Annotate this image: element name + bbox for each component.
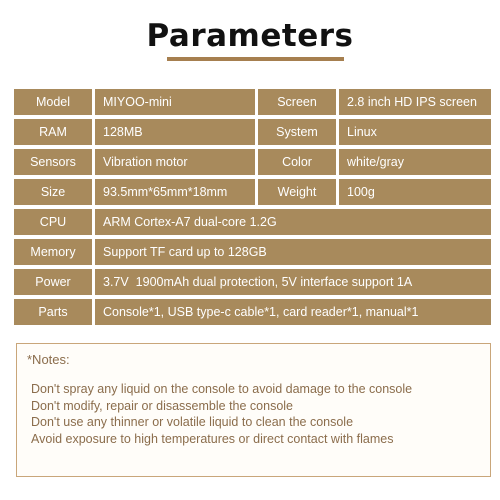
label-sensors: Sensors bbox=[14, 149, 92, 175]
label-color: Color bbox=[258, 149, 336, 175]
value-memory: Support TF card up to 128GB bbox=[95, 239, 491, 265]
note-item: Don't spray any liquid on the console to avoid damage to the console bbox=[31, 382, 413, 396]
note-item: Don't modify, repair or disassemble the console bbox=[31, 398, 293, 413]
value-weight: 100g bbox=[339, 179, 491, 205]
table-row-memory bbox=[14, 239, 491, 265]
value-ram: 128MB bbox=[95, 119, 255, 145]
label-memory: Memory bbox=[14, 239, 92, 265]
value-size: 93.5mm*65mm*18mm bbox=[95, 179, 255, 205]
label-system: System bbox=[258, 119, 336, 145]
value-parts: Console*1, USB type-c cable*1, card reader*1, manual*1 bbox=[95, 299, 491, 325]
label-size: Size bbox=[14, 179, 92, 205]
table-row-cpu bbox=[14, 209, 491, 235]
value-sensors: Vibration motor bbox=[95, 149, 255, 175]
notes-box bbox=[16, 343, 491, 477]
label-cpu: CPU bbox=[14, 209, 92, 235]
notes-title: *Notes: bbox=[27, 352, 70, 367]
value-system: Linux bbox=[339, 119, 491, 145]
table-row-size bbox=[14, 179, 491, 205]
table-row-power bbox=[14, 269, 491, 295]
label-ram: RAM bbox=[14, 119, 92, 145]
table-row-ram bbox=[14, 119, 491, 145]
label-model: Model bbox=[14, 89, 92, 115]
label-screen: Screen bbox=[258, 89, 336, 115]
note-item: Avoid exposure to high temperatures or direct contact with flames bbox=[31, 431, 394, 446]
label-power: Power bbox=[14, 269, 92, 295]
notes-list bbox=[31, 381, 412, 447]
table-row-sensors bbox=[14, 149, 491, 175]
page-title: Parameters bbox=[146, 18, 354, 54]
table-row-parts bbox=[14, 299, 491, 325]
value-model: MIYOO-mini bbox=[95, 89, 255, 115]
value-cpu: ARM Cortex-A7 dual-core 1.2G bbox=[95, 209, 491, 235]
label-weight: Weight bbox=[258, 179, 336, 205]
parameters-table bbox=[14, 89, 491, 329]
value-screen: 2.8 inch HD IPS screen bbox=[339, 89, 491, 115]
title-underline bbox=[167, 57, 344, 61]
table-row-model bbox=[14, 89, 491, 115]
note-item: Don't use any thinner or volatile liquid to clean the console bbox=[31, 415, 354, 429]
label-parts: Parts bbox=[14, 299, 92, 325]
value-power: 3.7V 1900mAh dual protection, 5V interface support 1A bbox=[95, 269, 491, 295]
value-color: white/gray bbox=[339, 149, 491, 175]
